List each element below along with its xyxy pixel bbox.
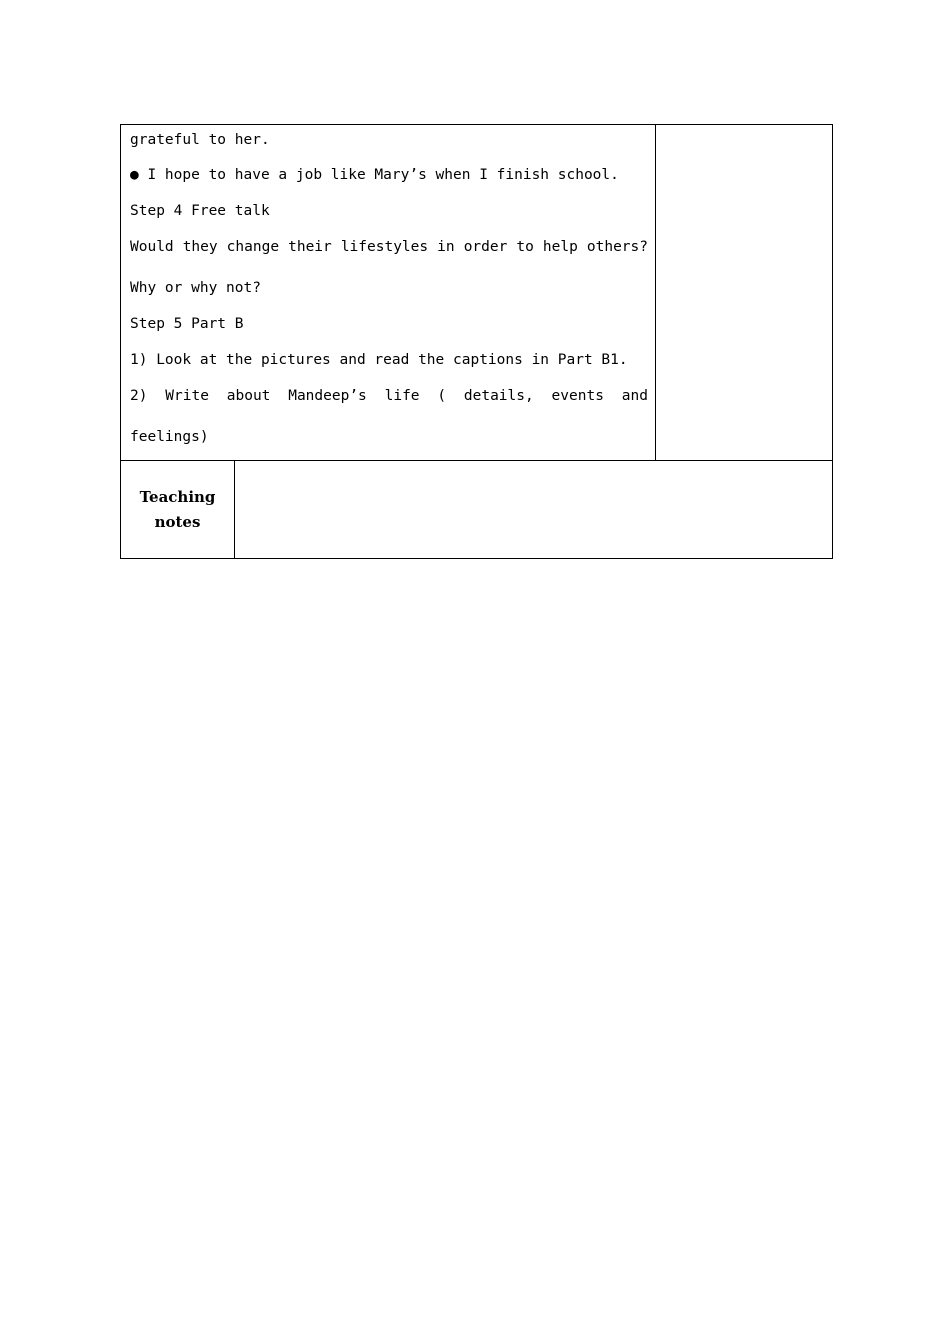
side-notes-cell bbox=[656, 125, 832, 461]
word: to bbox=[516, 239, 534, 255]
text-line: feelings) bbox=[130, 429, 209, 445]
word: lifestyles bbox=[340, 239, 429, 255]
word: in bbox=[437, 239, 455, 255]
word: events bbox=[551, 388, 604, 404]
label-line: Teaching bbox=[139, 487, 216, 506]
step-heading: Step 4 Free talk bbox=[130, 203, 270, 219]
word: about bbox=[226, 388, 271, 404]
procedure-cell bbox=[121, 125, 656, 461]
word: change bbox=[226, 239, 280, 255]
lesson-plan-table bbox=[120, 124, 833, 559]
teaching-notes-label-cell bbox=[121, 461, 235, 558]
word: they bbox=[182, 239, 218, 255]
word: Would bbox=[130, 239, 174, 255]
word: order bbox=[463, 239, 508, 255]
teaching-notes-label bbox=[140, 485, 216, 535]
step-heading: Step 5 Part B bbox=[130, 316, 244, 332]
word: life bbox=[384, 388, 420, 404]
justified-line bbox=[130, 238, 648, 256]
word: others? bbox=[586, 239, 648, 255]
text-line: 1) Look at the pictures and read the captions in Part B1. bbox=[130, 352, 628, 368]
label-line: notes bbox=[154, 512, 201, 531]
word: and bbox=[621, 388, 648, 404]
word: ( bbox=[437, 388, 447, 404]
word: Mandeep’s bbox=[288, 388, 367, 404]
word: details, bbox=[463, 388, 534, 404]
word: their bbox=[288, 239, 332, 255]
teaching-notes-content-cell bbox=[235, 461, 832, 558]
word: 2) bbox=[130, 388, 148, 404]
word: help bbox=[542, 239, 578, 255]
text-line: grateful to her. bbox=[130, 132, 270, 148]
justified-line bbox=[130, 387, 648, 405]
text-line: Why or why not? bbox=[130, 280, 261, 296]
bullet-line: ● I hope to have a job like Mary’s when I finish school. bbox=[130, 167, 619, 183]
word: Write bbox=[165, 388, 209, 404]
